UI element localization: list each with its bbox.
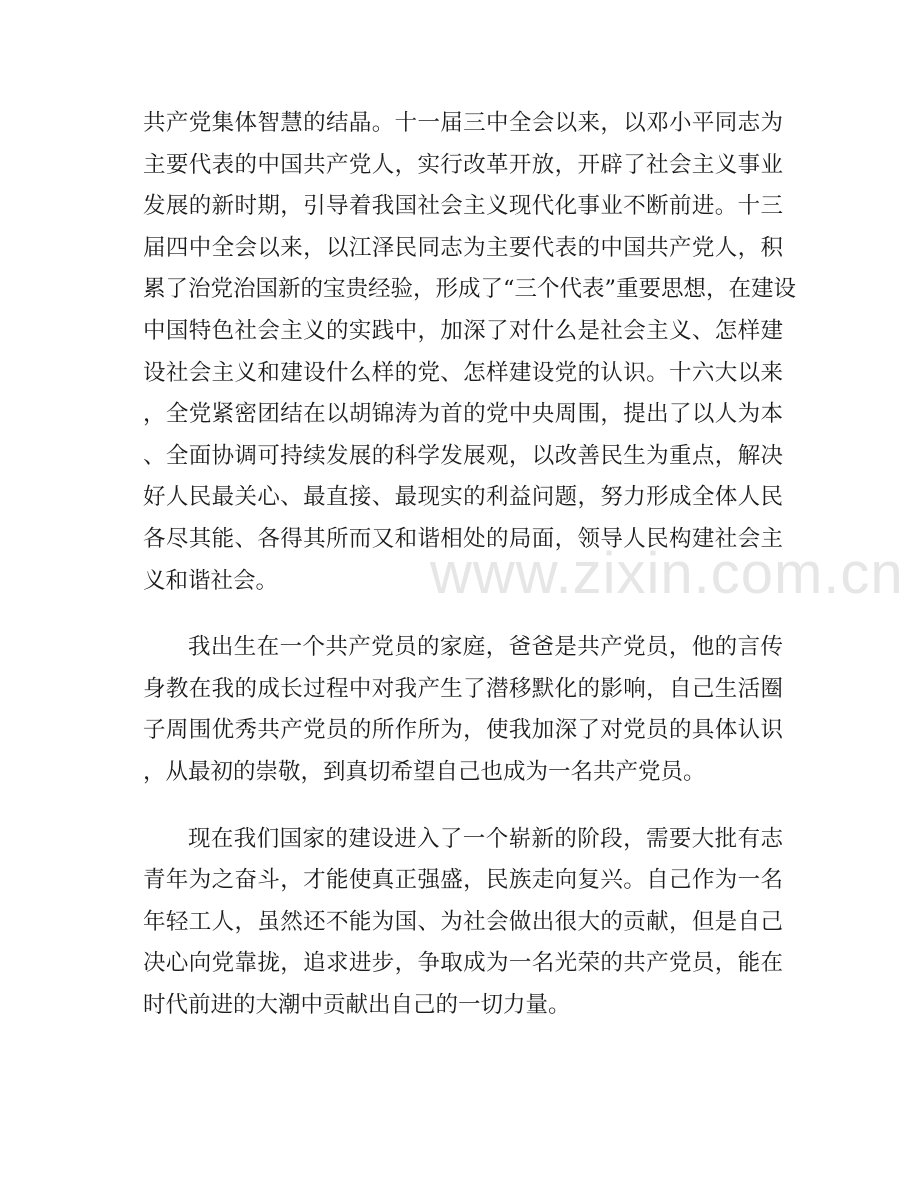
text-line: 各尽其能、各得其所而又和谐相处的局面，领导人民构建社会主: [143, 525, 783, 552]
text-line: 发展的新时期，引导着我国社会主义现代化事业不断前进。十三: [143, 193, 783, 220]
text-line: 设社会主义和建设什么样的党、怎样建设党的认识。十六大以来: [143, 359, 783, 386]
text-line: 、全面协调可持续发展的科学发展观，以改善民生为重点，解决: [143, 442, 783, 469]
text-line: 时代前进的大潮中贡献出自己的一切力量。: [143, 991, 571, 1018]
text-line: 共产党集体智慧的结晶。十一届三中全会以来，以邓小平同志为: [143, 110, 783, 136]
text-line: 我出生在一个共产党员的家庭，爸爸是共产党员，他的言传: [188, 634, 783, 661]
text-line: 中国特色社会主义的实践中，加深了对什么是社会主义、怎样建: [143, 317, 783, 344]
text-line: 主要代表的中国共产党人，实行改革开放，开辟了社会主义事业: [143, 151, 783, 178]
text-line: 身教在我的成长过程中对我产生了潜移默化的影响，自己生活圈: [143, 675, 783, 702]
text-line: 青年为之奋斗，才能使真正强盛，民族走向复兴。自己作为一名: [143, 867, 783, 894]
text-line: 累了治党治国新的宝贵经验，形成了“三个代表”重要思想，在建设: [143, 276, 797, 303]
document-body: [143, 103, 797, 1051]
text-line: ，全党紧密团结在以胡锦涛为首的党中央周围，提出了以人为本: [143, 401, 783, 428]
paragraph-2: [143, 627, 783, 793]
paragraph-1: [143, 103, 797, 602]
text-line: 年轻工人，虽然还不能为国、为社会做出很大的贡献，但是自己: [143, 908, 783, 935]
text-line: 届四中全会以来，以江泽民同志为主要代表的中国共产党人，积: [143, 234, 783, 261]
watermark: www.zixin.com.cn: [430, 541, 904, 606]
paragraph-3: [143, 819, 783, 1027]
text-line: 好人民最关心、最直接、最现实的利益问题，努力形成全体人民: [143, 484, 783, 511]
text-line: 子周围优秀共产党员的所作所为，使我加深了对党员的具体认识: [143, 717, 783, 744]
text-line: ，从最初的崇敬，到真切希望自己也成为一名共产党员。: [143, 758, 706, 785]
text-line: 现在我们国家的建设进入了一个崭新的阶段，需要大批有志: [188, 825, 783, 852]
text-line: 义和谐社会。: [143, 567, 279, 594]
text-line: 决心向党靠拢，追求进步，争取成为一名光荣的共产党员，能在: [143, 950, 783, 977]
